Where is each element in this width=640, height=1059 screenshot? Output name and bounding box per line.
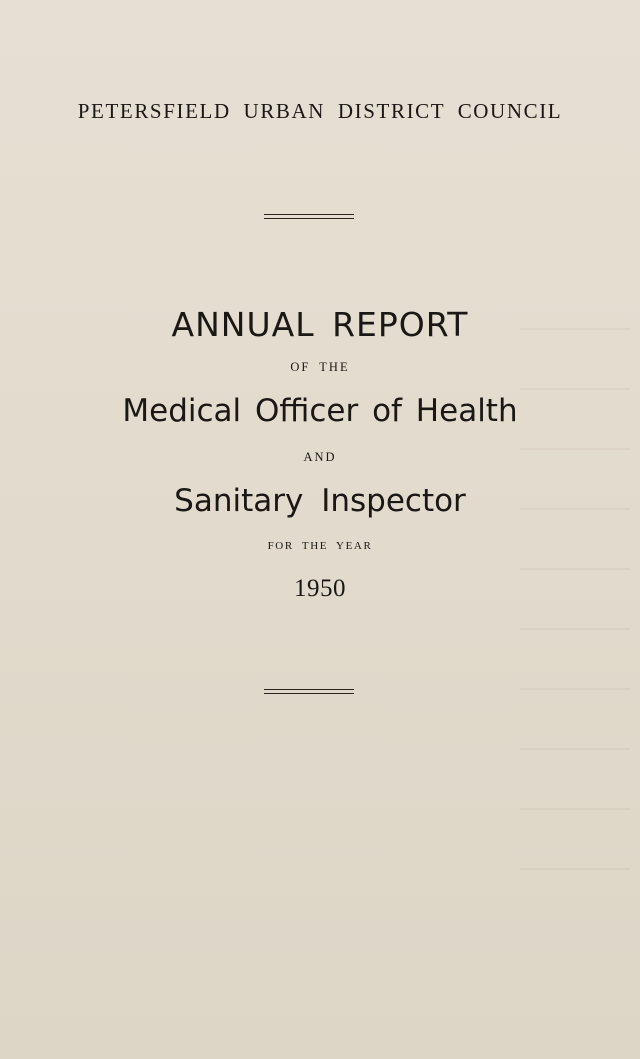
for-the-year-text: FOR THE YEAR [267, 540, 373, 552]
council-name: PETERSFIELD URBAN DISTRICT COUNCIL [77, 99, 563, 123]
double-rule-bottom [264, 689, 354, 694]
report-year: 1950 [294, 575, 346, 602]
and-text: AND [303, 450, 337, 464]
sanitary-inspector-heading: Sanitary Inspector [174, 483, 466, 519]
report-title: ANNUAL REPORT [171, 305, 469, 344]
of-the-text: OF THE [290, 360, 350, 374]
medical-officer-heading: Medical Officer of Health [122, 393, 518, 429]
double-rule-top [264, 214, 354, 219]
